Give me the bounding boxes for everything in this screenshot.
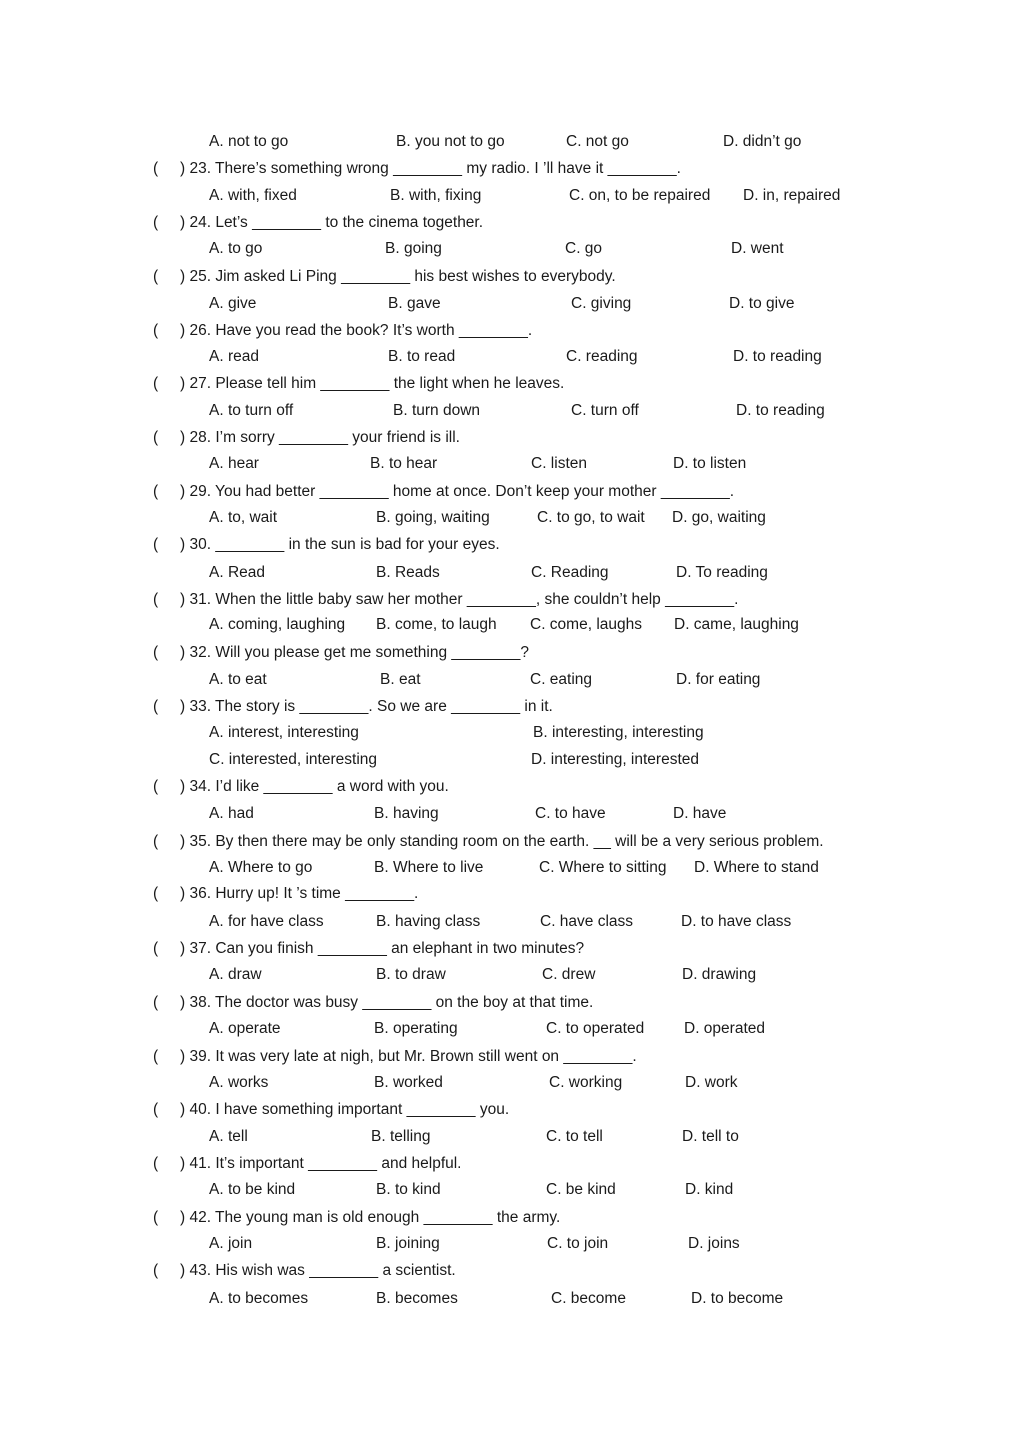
question-row (0, 534, 1024, 556)
answer-option: C. giving (571, 295, 632, 312)
question-row (0, 589, 1024, 611)
answer-option: B. becomes (376, 1290, 458, 1307)
options-row (0, 131, 1024, 153)
answer-option: B. to hear (370, 455, 438, 472)
answer-option: A. give (209, 295, 257, 312)
options-row (0, 238, 1024, 260)
answer-option: D. operated (684, 1020, 765, 1037)
answer-paren: ( (153, 1209, 159, 1226)
question-stem: ) 28. I’m sorry ________ your friend is ill. (180, 429, 460, 446)
question-stem: ) 33. The story is ________. So we are ________ in it. (180, 698, 553, 715)
options-row (0, 803, 1024, 825)
answer-option: C. eating (530, 671, 593, 688)
question-stem: ) 26. Have you read the book? It’s worth ________. (180, 322, 533, 339)
answer-option: B. eat (380, 671, 421, 688)
answer-option: C. drew (542, 966, 596, 983)
answer-paren: ( (153, 1101, 159, 1118)
answer-option: B. gave (388, 295, 441, 312)
answer-option: D. came, laughing (674, 616, 799, 633)
question-row (0, 427, 1024, 449)
question-stem: ) 24. Let’s ________ to the cinema together. (180, 214, 484, 231)
answer-option: C. to tell (546, 1128, 603, 1145)
question-row (0, 831, 1024, 853)
answer-paren: ( (153, 778, 159, 795)
question-row (0, 158, 1024, 180)
answer-option: A. to be kind (209, 1181, 296, 1198)
answer-option: D. for eating (676, 671, 761, 688)
options-row (0, 185, 1024, 207)
options-row (0, 1288, 1024, 1310)
question-row (0, 1260, 1024, 1282)
answer-option: D. to reading (733, 348, 822, 365)
answer-option: D. Where to stand (694, 859, 819, 876)
options-row (0, 1179, 1024, 1201)
answer-option: B. having (374, 805, 439, 822)
answer-paren: ( (153, 591, 159, 608)
answer-option: C. to have (535, 805, 606, 822)
answer-option: A. for have class (209, 913, 324, 930)
answer-option: A. hear (209, 455, 259, 472)
options-row (0, 507, 1024, 529)
answer-option: C. listen (531, 455, 587, 472)
answer-option: B. to kind (376, 1181, 441, 1198)
answer-option: B. interesting, interesting (533, 724, 704, 741)
question-stem: ) 30. ________ in the sun is bad for your eyes. (180, 536, 500, 553)
answer-option: C. interested, interesting (209, 751, 378, 768)
answer-option: B. with, fixing (390, 187, 482, 204)
question-stem: ) 41. It’s important ________ and helpful. (180, 1155, 462, 1172)
answer-option: A. coming, laughing (209, 616, 346, 633)
answer-option: C. Where to sitting (539, 859, 667, 876)
answer-option: A. Read (209, 564, 266, 581)
options-row (0, 1018, 1024, 1040)
answer-option: C. not go (566, 133, 629, 150)
answer-option: D. drawing (682, 966, 757, 983)
answer-option: A. works (209, 1074, 269, 1091)
question-row (0, 883, 1024, 905)
answer-option: D. didn’t go (723, 133, 802, 150)
answer-option: C. to go, to wait (537, 509, 645, 526)
answer-option: A. to go (209, 240, 263, 257)
question-row (0, 320, 1024, 342)
question-row (0, 373, 1024, 395)
answer-option: A. not to go (209, 133, 289, 150)
answer-option: C. be kind (546, 1181, 616, 1198)
answer-option: D. To reading (676, 564, 768, 581)
options-row (0, 1126, 1024, 1148)
question-stem: ) 34. I’d like ________ a word with you. (180, 778, 449, 795)
answer-option: C. on, to be repaired (569, 187, 711, 204)
answer-option: C. working (549, 1074, 623, 1091)
question-stem: ) 25. Jim asked Li Ping ________ his best wishes to everybody. (180, 268, 616, 285)
options-row (0, 562, 1024, 584)
options-row (0, 346, 1024, 368)
answer-option: A. read (209, 348, 259, 365)
answer-paren: ( (153, 483, 159, 500)
options-row (0, 614, 1024, 636)
answer-option: A. join (209, 1235, 253, 1252)
question-row (0, 1153, 1024, 1175)
answer-option: D. went (731, 240, 784, 257)
answer-paren: ( (153, 698, 159, 715)
answer-option: D. kind (685, 1181, 734, 1198)
options-row (0, 1233, 1024, 1255)
answer-option: D. interesting, interested (531, 751, 700, 768)
answer-option: C. come, laughs (530, 616, 642, 633)
answer-option: B. Where to live (374, 859, 484, 876)
answer-paren: ( (153, 429, 159, 446)
answer-option: C. reading (566, 348, 638, 365)
answer-option: B. turn down (393, 402, 481, 419)
answer-option: A. had (209, 805, 254, 822)
question-stem: ) 35. By then there may be only standing room on the earth. __ will be a very serious problem. (180, 833, 824, 850)
answer-option: A. interest, interesting (209, 724, 359, 741)
answer-option: A. tell (209, 1128, 248, 1145)
answer-option: A. draw (209, 966, 262, 983)
question-row (0, 266, 1024, 288)
answer-option: A. Where to go (209, 859, 313, 876)
answer-option: D. to have class (681, 913, 792, 930)
answer-option: B. come, to laugh (376, 616, 497, 633)
question-row (0, 1046, 1024, 1068)
answer-option: C. go (565, 240, 603, 257)
answer-paren: ( (153, 268, 159, 285)
options-row (0, 911, 1024, 933)
options-row (0, 400, 1024, 422)
answer-option: D. joins (688, 1235, 740, 1252)
answer-paren: ( (153, 994, 159, 1011)
answer-option: C. Reading (531, 564, 609, 581)
answer-option: A. to eat (209, 671, 267, 688)
answer-option: B. operating (374, 1020, 458, 1037)
answer-option: A. with, fixed (209, 187, 297, 204)
answer-paren: ( (153, 536, 159, 553)
question-row (0, 642, 1024, 664)
answer-option: A. to turn off (209, 402, 294, 419)
options-row (0, 749, 1024, 771)
answer-option: B. going, waiting (376, 509, 490, 526)
options-row (0, 453, 1024, 475)
question-row (0, 938, 1024, 960)
options-row (0, 964, 1024, 986)
answer-paren: ( (153, 644, 159, 661)
question-stem: ) 27. Please tell him ________ the light when he leaves. (180, 375, 565, 392)
answer-option: C. to operated (546, 1020, 645, 1037)
answer-option: C. turn off (571, 402, 639, 419)
answer-paren: ( (153, 833, 159, 850)
answer-paren: ( (153, 1048, 159, 1065)
answer-option: B. going (385, 240, 442, 257)
answer-paren: ( (153, 1262, 159, 1279)
question-stem: ) 43. His wish was ________ a scientist. (180, 1262, 456, 1279)
question-stem: ) 31. When the little baby saw her mother ________, she couldn’t help ________. (180, 591, 739, 608)
question-stem: ) 38. The doctor was busy ________ on the boy at that time. (180, 994, 594, 1011)
options-row (0, 722, 1024, 744)
answer-option: B. telling (371, 1128, 431, 1145)
question-stem: ) 36. Hurry up! It ’s time ________. (180, 885, 419, 902)
answer-option: D. to give (729, 295, 795, 312)
question-row (0, 696, 1024, 718)
answer-paren: ( (153, 214, 159, 231)
answer-option: D. to become (691, 1290, 784, 1307)
question-stem: ) 39. It was very late at nigh, but Mr. Brown still went on ________. (180, 1048, 637, 1065)
answer-option: C. to join (547, 1235, 609, 1252)
question-row (0, 1099, 1024, 1121)
answer-option: A. to, wait (209, 509, 278, 526)
answer-option: D. go, waiting (672, 509, 766, 526)
answer-paren: ( (153, 940, 159, 957)
answer-option: B. to draw (376, 966, 446, 983)
answer-paren: ( (153, 375, 159, 392)
answer-option: A. to becomes (209, 1290, 309, 1307)
answer-option: B. Reads (376, 564, 440, 581)
answer-option: B. you not to go (396, 133, 505, 150)
question-stem: ) 23. There’s something wrong ________ my radio. I ’ll have it ________. (180, 160, 681, 177)
answer-option: D. to reading (736, 402, 825, 419)
answer-paren: ( (153, 1155, 159, 1172)
options-row (0, 293, 1024, 315)
answer-option: B. joining (376, 1235, 440, 1252)
answer-option: C. become (551, 1290, 626, 1307)
question-stem: ) 29. You had better ________ home at once. Don’t keep your mother ________. (180, 483, 735, 500)
question-stem: ) 40. I have something important ________ you. (180, 1101, 510, 1118)
question-row (0, 776, 1024, 798)
answer-option: D. work (685, 1074, 738, 1091)
answer-option: B. worked (374, 1074, 443, 1091)
answer-paren: ( (153, 322, 159, 339)
answer-paren: ( (153, 885, 159, 902)
question-stem: ) 37. Can you finish ________ an elephant in two minutes? (180, 940, 585, 957)
answer-option: D. to listen (673, 455, 747, 472)
question-row (0, 212, 1024, 234)
question-row (0, 1207, 1024, 1229)
answer-option: D. in, repaired (743, 187, 841, 204)
options-row (0, 1072, 1024, 1094)
question-row (0, 481, 1024, 503)
answer-option: A. operate (209, 1020, 281, 1037)
answer-option: C. have class (540, 913, 634, 930)
options-row (0, 857, 1024, 879)
answer-paren: ( (153, 160, 159, 177)
answer-option: D. tell to (682, 1128, 739, 1145)
answer-option: B. to read (388, 348, 456, 365)
options-row (0, 669, 1024, 691)
question-stem: ) 42. The young man is old enough ________ the army. (180, 1209, 561, 1226)
answer-option: B. having class (376, 913, 481, 930)
question-stem: ) 32. Will you please get me something ________? (180, 644, 529, 661)
question-row (0, 992, 1024, 1014)
answer-option: D. have (673, 805, 727, 822)
